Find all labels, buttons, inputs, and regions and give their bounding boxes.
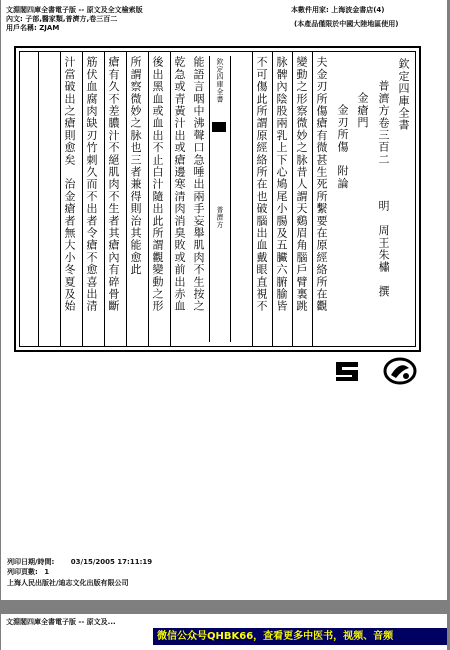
author-line: 明 周王朱橚 撰: [377, 200, 390, 298]
text-column-4: [334, 52, 350, 346]
seal-logo-icon: [382, 356, 418, 386]
text-column-12: [126, 52, 143, 346]
body-text: 變動之形察微妙之脉昔人謂天鷄眉角腦戶臂裏跳: [295, 56, 308, 313]
header-title: 文淵閣四庫全書電子版 -- 原文及全文檢索版: [6, 6, 143, 14]
body-text: 所謂察微妙之脉也三者兼得則治其能愈此: [129, 56, 142, 276]
print-date-value: 03/15/2005 17:11:19: [70, 558, 153, 566]
book-title: 欽定四庫全書: [397, 58, 410, 132]
text-column-7: [272, 52, 289, 346]
body-text: 脉髀內陰股兩乳上下心鳩尾小腸及五臟六腑腧皆: [275, 56, 288, 313]
print-date-label: 列印日期/時間:: [7, 558, 55, 566]
print-pages-value: 1: [44, 568, 50, 576]
body-text: 後出黑血或血出不止白汁隨出此所謂觀變動之形: [151, 56, 164, 313]
body-text: 汁當破出之瘡則愈矣 治金瘡者無大小冬夏及始: [63, 56, 76, 313]
body-text: 夫金刃所傷瘡有微甚生死所繫要在原經絡所在觀: [315, 56, 328, 313]
book-page-text-area: [19, 51, 416, 347]
body-text: 不可傷此所謂原經絡所在也破腦出血戴眼直視不: [255, 56, 268, 313]
text-column-13: [104, 52, 121, 346]
section-title: 金刃所傷 附論: [336, 104, 349, 190]
body-text: 乾急或青黃汁出或瘡邊寒清肉消臭敗或前出赤血: [173, 56, 186, 313]
print-pages-label: 列印頁數:: [7, 568, 38, 576]
header-licensee: 本數件用家: 上海波金書店(4): [291, 6, 385, 14]
text-column-10: [170, 52, 187, 346]
text-column-1: [395, 52, 411, 346]
print-pages-row: [7, 567, 49, 577]
next-page-header: 文淵閣四庫全書電子版 -- 原文及...: [6, 618, 116, 626]
body-text: 能語言咽中沸聲口急唾出兩手妄舉肌肉不生按之: [192, 56, 205, 313]
fishtail-book-title: 欽定四庫全書: [216, 58, 224, 103]
body-text: 筋伏血腐肉缺刃竹刺久而不出者令瘡不愈喜出清: [85, 56, 98, 313]
center-fishtail-column: [209, 56, 231, 342]
document-page: [1, 0, 447, 600]
fishtail-mark: [212, 122, 226, 132]
text-column-16: [38, 52, 55, 346]
header-content-path: 內文: 子部,醫家類,普濟方,卷三百二: [6, 15, 118, 23]
text-column-5: [312, 52, 329, 346]
header-region-note: (本產品僅限於中國大陸地區使用): [294, 20, 399, 28]
text-column-6: [292, 52, 309, 346]
text-column-11: [148, 52, 165, 346]
volume-title: 普濟方卷三百二: [377, 80, 390, 166]
body-text: 瘡有久不差膿汁不絕肌肉不生者其瘡內有碎骨斷: [107, 56, 120, 313]
print-date-row: [7, 557, 152, 567]
publisher-line: 上海人民出版社/迪志文化出版有限公司: [7, 579, 129, 587]
sk-logo-icon: [334, 358, 364, 384]
chapter-title: 金瘡門: [356, 92, 369, 129]
book-page-frame: [14, 46, 421, 352]
text-column-3: [354, 52, 370, 346]
text-column-8: [252, 52, 269, 346]
text-column-15: [60, 52, 77, 346]
text-column-14: [82, 52, 99, 346]
promo-banner[interactable]: 微信公众号QHBK66，查看更多中医书，视频、音频: [153, 628, 447, 645]
fishtail-volume: 普濟方: [216, 206, 224, 229]
text-column-2b: [375, 52, 391, 346]
text-column-9: [190, 52, 206, 346]
header-username: 用戶名稱: ZJAM: [6, 24, 60, 32]
